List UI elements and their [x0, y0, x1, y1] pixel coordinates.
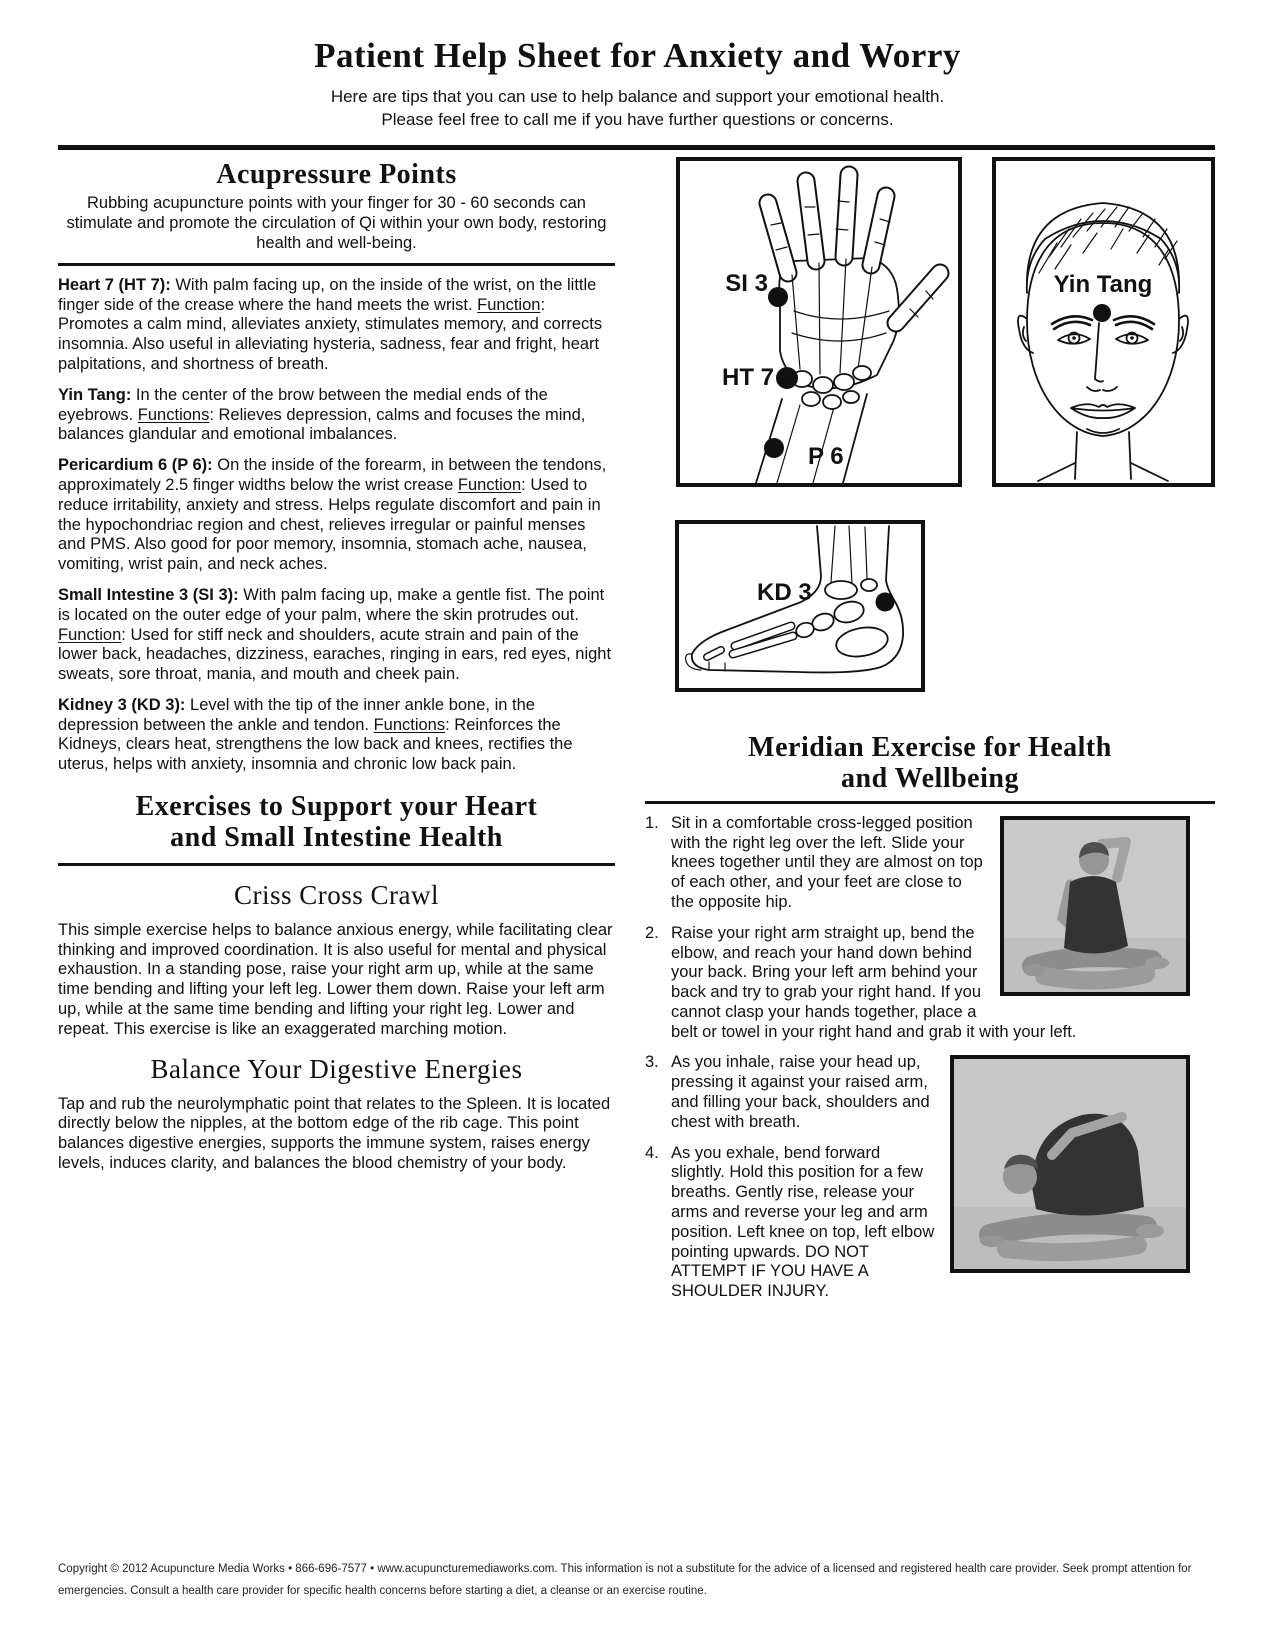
step-number: 1.	[645, 813, 659, 832]
step-number: 3.	[645, 1053, 659, 1072]
exercise-photo-1	[1000, 816, 1190, 996]
criss-cross-text: This simple exercise helps to balance anxious energy, while facilitating clear thinking and improved coordination. It is also useful for mental and physical exhaustion. In a standing pose, raise your right arm up, while at the same time bending and lifting your left leg. Lower them down. Raise your left arm up, while at the same time bending and lifting your right leg. Lower and repeat. This exercise is like an exaggerated marching motion.	[58, 920, 613, 1038]
balance-heading: Balance Your Digestive Energies	[150, 1053, 523, 1084]
seated-pose-photo	[1004, 820, 1186, 992]
acupoint-name: Small Intestine 3 (SI 3):	[58, 585, 244, 604]
ht7-label: HT 7	[721, 364, 774, 391]
forward-bend-pose-photo	[954, 1059, 1186, 1269]
acupoint-location: With palm facing up, make a gentle fist. The point is located on the outer edge of your palm, where the skin protrudes out.	[58, 585, 605, 624]
face-drawing	[996, 161, 1211, 483]
footer	[58, 1558, 1215, 1603]
acupoint-location: On the inside of the forearm, in between the tendons, approximately 2.5 finger widths below the wrist crease	[58, 456, 607, 494]
step-text: Sit in a comfortable cross-legged position with the right leg over the left. Slide your knees together until they are almost on top of each other, and your feet are close to the opposite hip.	[671, 813, 983, 911]
acupoint-pericardium6	[58, 456, 615, 575]
yintang-label: Yin Tang	[1053, 271, 1153, 298]
subtitle-line-2: Please feel free to call me if you have further questions or concerns.	[381, 109, 894, 129]
section-divider	[645, 801, 1215, 804]
si3-label: SI 3	[725, 270, 768, 297]
function-label: Functions	[373, 715, 446, 734]
function-label: Function	[457, 475, 522, 494]
hand-illustration	[676, 157, 962, 487]
acupoint-location: In the center of the brow between the medial ends of the eyebrows.	[58, 385, 548, 424]
balance-text: Tap and rub the neurolymphatic point that relates to the Spleen. It is located directly below the nipples, at the bottom edge of the rib cage. This point balances digestive energies, supports the immune system, raises energy levels, induces clarity, and balances the blood chemistry of your body.	[58, 1094, 611, 1172]
acupoint-function: : Used for stiff neck and shoulders, acute strain and pain of the lower back, headaches, dizziness, earaches, ringing in ears, red eyes, night sweats, sore throat, mania, and mouth and cheek pain.	[58, 625, 612, 684]
acupoint-name: Yin Tang:	[58, 385, 136, 404]
step-text: As you inhale, raise your head up, pressing it against your raised arm, and filling your back, shoulders and chest with breath.	[671, 1053, 930, 1131]
acupoint-smallintestine3	[58, 586, 615, 685]
si3-acupoint-dot	[768, 287, 788, 307]
kd3-acupoint-dot	[876, 593, 895, 612]
acupressure-heading: Acupressure Points	[216, 159, 457, 190]
acupoint-yintang	[58, 386, 615, 445]
section-divider	[58, 863, 615, 866]
step-text: Raise your right arm straight up, bend the elbow, and reach your hand down behind your back. Bring your left arm behind your back and try to grab your right hand. If you cannot clasp your hands together, place a belt or towel in your right hand and grab it with your left.	[671, 923, 1077, 1041]
function-label: Function	[477, 295, 541, 314]
acupoint-kidney3	[58, 696, 615, 775]
step-text: As you exhale, bend forward slightly. Hold this position for a few breaths. Gently rise, release your arms and reverse your leg and arm position. Left knee on top, left elbow pointing upwards. DO NOT ATTEMPT IF YOU HAVE A SHOULDER INJURY.	[671, 1143, 935, 1301]
section-divider	[58, 263, 615, 266]
meridian-steps	[645, 814, 1215, 1302]
acupressure-section	[58, 153, 615, 1185]
acupoint-name: Heart 7 (HT 7):	[58, 275, 176, 294]
acupressure-intro: Rubbing acupuncture points with your finger for 30 - 60 seconds can stimulate and promote the circulation of Qi within your own body, restoring health and well-being.	[66, 194, 607, 252]
foot-illustration	[675, 520, 925, 692]
page-header	[0, 36, 1275, 132]
yintang-acupoint-dot	[1093, 304, 1111, 322]
meridian-heading: Meridian Exercise for Health and Wellbeing	[748, 732, 1112, 795]
criss-cross-heading: Criss Cross Crawl	[233, 879, 439, 910]
hand-skeleton-drawing	[680, 161, 958, 483]
acupoint-heart7	[58, 276, 615, 375]
acupoint-function: : Used to reduce irritability, anxiety and stress. Helps regulate discomfort and pain in the hypochondriac region and chest, relieves irregular or painful menses and PMS. Also good for poor memory, insomnia, stomach ache, nausea, vomiting, wrist pain, and neck aches.	[58, 475, 601, 574]
function-label: Function	[58, 625, 122, 644]
acupoint-function: : Relieves depression, calms and focuses the mind, balances glandular and emotional imbalances.	[58, 405, 586, 444]
acupoint-location: With palm facing up, on the inside of the wrist, on the little finger side of the crease where the hand meets the wrist.	[58, 275, 597, 314]
acupoint-name: Kidney 3 (KD 3):	[58, 695, 191, 714]
p6-acupoint-dot	[764, 438, 784, 458]
step-number: 4.	[645, 1143, 659, 1162]
ht7-acupoint-dot	[776, 367, 798, 389]
meridian-section	[645, 726, 1215, 1313]
kd3-label: KD 3	[757, 579, 812, 606]
foot-skeleton-drawing	[679, 524, 921, 688]
acupoint-location: Level with the tip of the inner ankle bone, in the depression between the ankle and tendon.	[58, 695, 535, 734]
acupoint-function: : Promotes a calm mind, alleviates anxiety, stimulates memory, and corrects insomnia. Also useful in alleviating hysteria, sadness, fear and fright, heart palpitations, and shortness of breath.	[58, 295, 603, 373]
exercises-heading: Exercises to Support your Heart and Small Intestine Health	[135, 791, 538, 854]
acupoint-function: : Reinforces the Kidneys, clears heat, strengthens the low back and knees, rectifies the uterus, helps with anxiety, insomnia and chronic low back pain.	[58, 715, 573, 774]
page-title: Patient Help Sheet for Anxiety and Worry	[314, 36, 961, 75]
acupoint-name: Pericardium 6 (P 6):	[58, 456, 218, 475]
p6-label: P 6	[808, 443, 844, 470]
function-label: Functions	[137, 405, 210, 424]
header-divider	[58, 145, 1215, 150]
exercise-photo-2	[950, 1055, 1190, 1273]
copyright-text: Copyright © 2012 Acupuncture Media Works • 866-696-7577 • www.acupuncturemediaworks.com. This information is not a substitute for the advice of a licensed and registered health care provider. Seek prompt attention for emergencies. Consult a health care provider for specific health concerns before starting a diet, a cleanse or an exercise routine.	[58, 1563, 1192, 1598]
step-number: 2.	[645, 923, 659, 942]
subtitle-line-1: Here are tips that you can use to help balance and support your emotional health.	[330, 87, 945, 106]
face-illustration	[992, 157, 1215, 487]
